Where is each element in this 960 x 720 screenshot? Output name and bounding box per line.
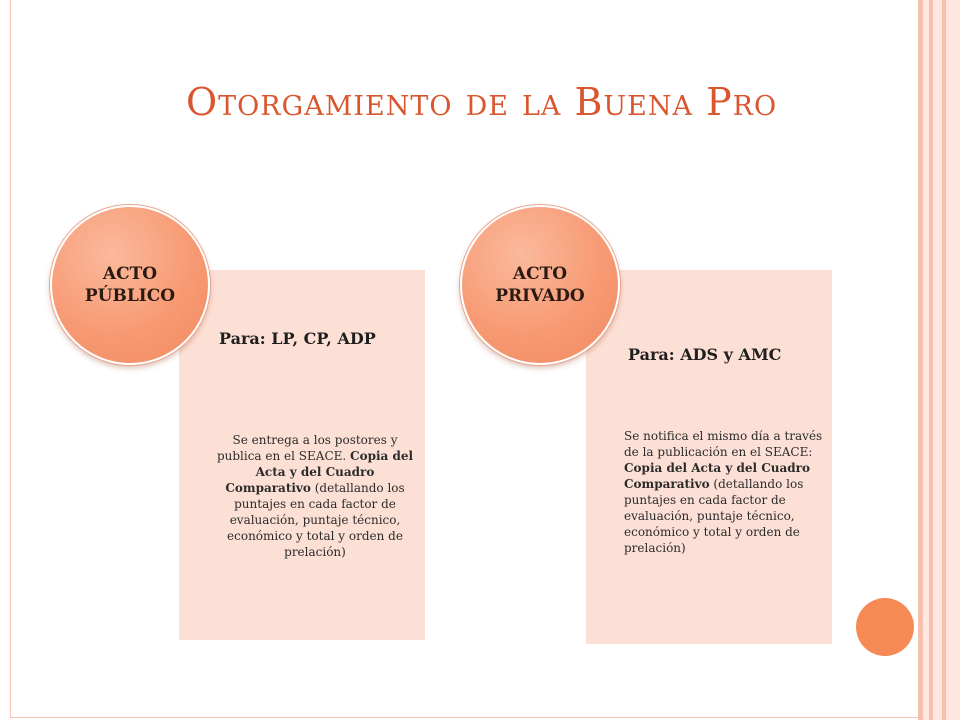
card-acto-publico	[179, 270, 425, 640]
body-intro: Se entrega a los postores y publica en el SEACE.	[216, 433, 398, 463]
circle-acto-publico	[50, 205, 210, 365]
card-body-text	[213, 432, 417, 560]
circle-label-line2: PRIVADO	[495, 286, 585, 306]
slide-title: Otorgamiento de la Buena Pro	[186, 80, 778, 124]
circle-acto-privado	[460, 205, 620, 365]
circle-label-line2: PÚBLICO	[84, 286, 176, 306]
body-bold: Copia del Acta y del Cuadro Comparativo	[225, 449, 414, 495]
decorative-side-stripes	[918, 0, 960, 720]
card-body-text	[624, 428, 824, 556]
circle-label-line1: ACTO	[512, 264, 568, 284]
card-heading: Para: LP, CP, ADP	[219, 329, 376, 348]
body-intro: Se notifica el mismo día a través de la publicación en el SEACE:	[624, 429, 823, 459]
decorative-corner-dot	[856, 598, 914, 656]
circle-label	[480, 263, 600, 307]
body-bold: Copia del Acta y del Cuadro Comparativo	[624, 461, 811, 491]
body-rest: (detallando los puntajes en cada factor de evaluación, puntaje técnico, económico y total y orden de prelación)	[624, 477, 804, 555]
circle-label	[70, 263, 190, 307]
body-rest: (detallando los puntajes en cada factor de evaluación, puntaje técnico, económico y total y orden de prelación)	[227, 481, 405, 559]
card-acto-privado	[586, 270, 832, 644]
circle-label-line1: ACTO	[102, 264, 158, 284]
card-heading: Para: ADS y AMC	[628, 345, 782, 364]
